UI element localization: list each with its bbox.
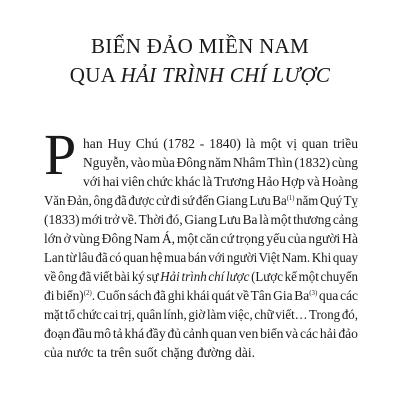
paragraph-line-7: Lan từ lâu đã có quan hệ mua bán với người Việt Nam. Khi quay	[44, 250, 358, 265]
chapter-title-line-1	[0, 31, 400, 61]
paragraph-line-4	[44, 191, 358, 210]
paragraph-line-1: han Huy Chú (1782 - 1840) là một vị quan triều	[83, 136, 359, 151]
line-9-text-a: đi biển)	[44, 288, 84, 303]
footnote-ref-1: (1)	[286, 194, 295, 202]
drop-cap: P	[44, 122, 77, 187]
chapter-title-line-2	[0, 60, 400, 90]
line-8-text-b: (Lược kể một chuyến	[249, 269, 358, 284]
line-4-text-a: Văn Đản, ông đã được cử đi sứ đến Giang Lưu Ba	[44, 193, 287, 208]
paragraph-line-5: (1833) mới trở về. Thời đó, Giang Lưu Ba là một thương cảng	[44, 212, 359, 227]
paragraph-line-12: của nước ta trên suốt chặng đường dài.	[44, 345, 256, 360]
paragraph-line-3: với hai viên chức khác là Trương Hảo Hợp và Hoàng	[83, 174, 358, 189]
paragraph-line-10: mặt tổ chức cai trị, quân lính, giờ làm việc, chữ viết… Trong đó,	[44, 307, 358, 322]
line-4-text-b: năm Quý Tỵ	[294, 193, 358, 208]
paragraph-line-9	[44, 286, 358, 305]
line-9-text-b: . Cuốn sách đã ghi khái quát về Tân Gia Ba	[91, 288, 310, 303]
book-title-italic: Hải trình chí lược	[160, 269, 250, 284]
paragraph-line-11: đoạn đầu mô tả khá đầy đủ cảnh quan ven biển và các hải đảo	[44, 326, 358, 341]
paragraph-line-2: Nguyễn, vào mùa Đông năm Nhâm Thìn (1832) cùng	[83, 155, 359, 170]
paragraph-line-6: lớn ở vùng Đông Nam Á, một căn cứ trọng yếu của người Hà	[44, 231, 359, 246]
paragraph-line-8	[44, 267, 358, 286]
line-9-text-c: qua các	[317, 288, 359, 303]
footnote-ref-2: (2)	[83, 289, 92, 297]
title-book-name: HẢI TRÌNH CHÍ LƯỢC	[120, 63, 331, 87]
title-prefix: QUA	[69, 63, 121, 87]
title-text: BIỂN ĐẢO MIỀN NAM	[90, 34, 309, 58]
footnote-ref-3: (3)	[309, 289, 318, 297]
line-8-text-a: về ông đã viết bài ký sự	[44, 269, 161, 284]
